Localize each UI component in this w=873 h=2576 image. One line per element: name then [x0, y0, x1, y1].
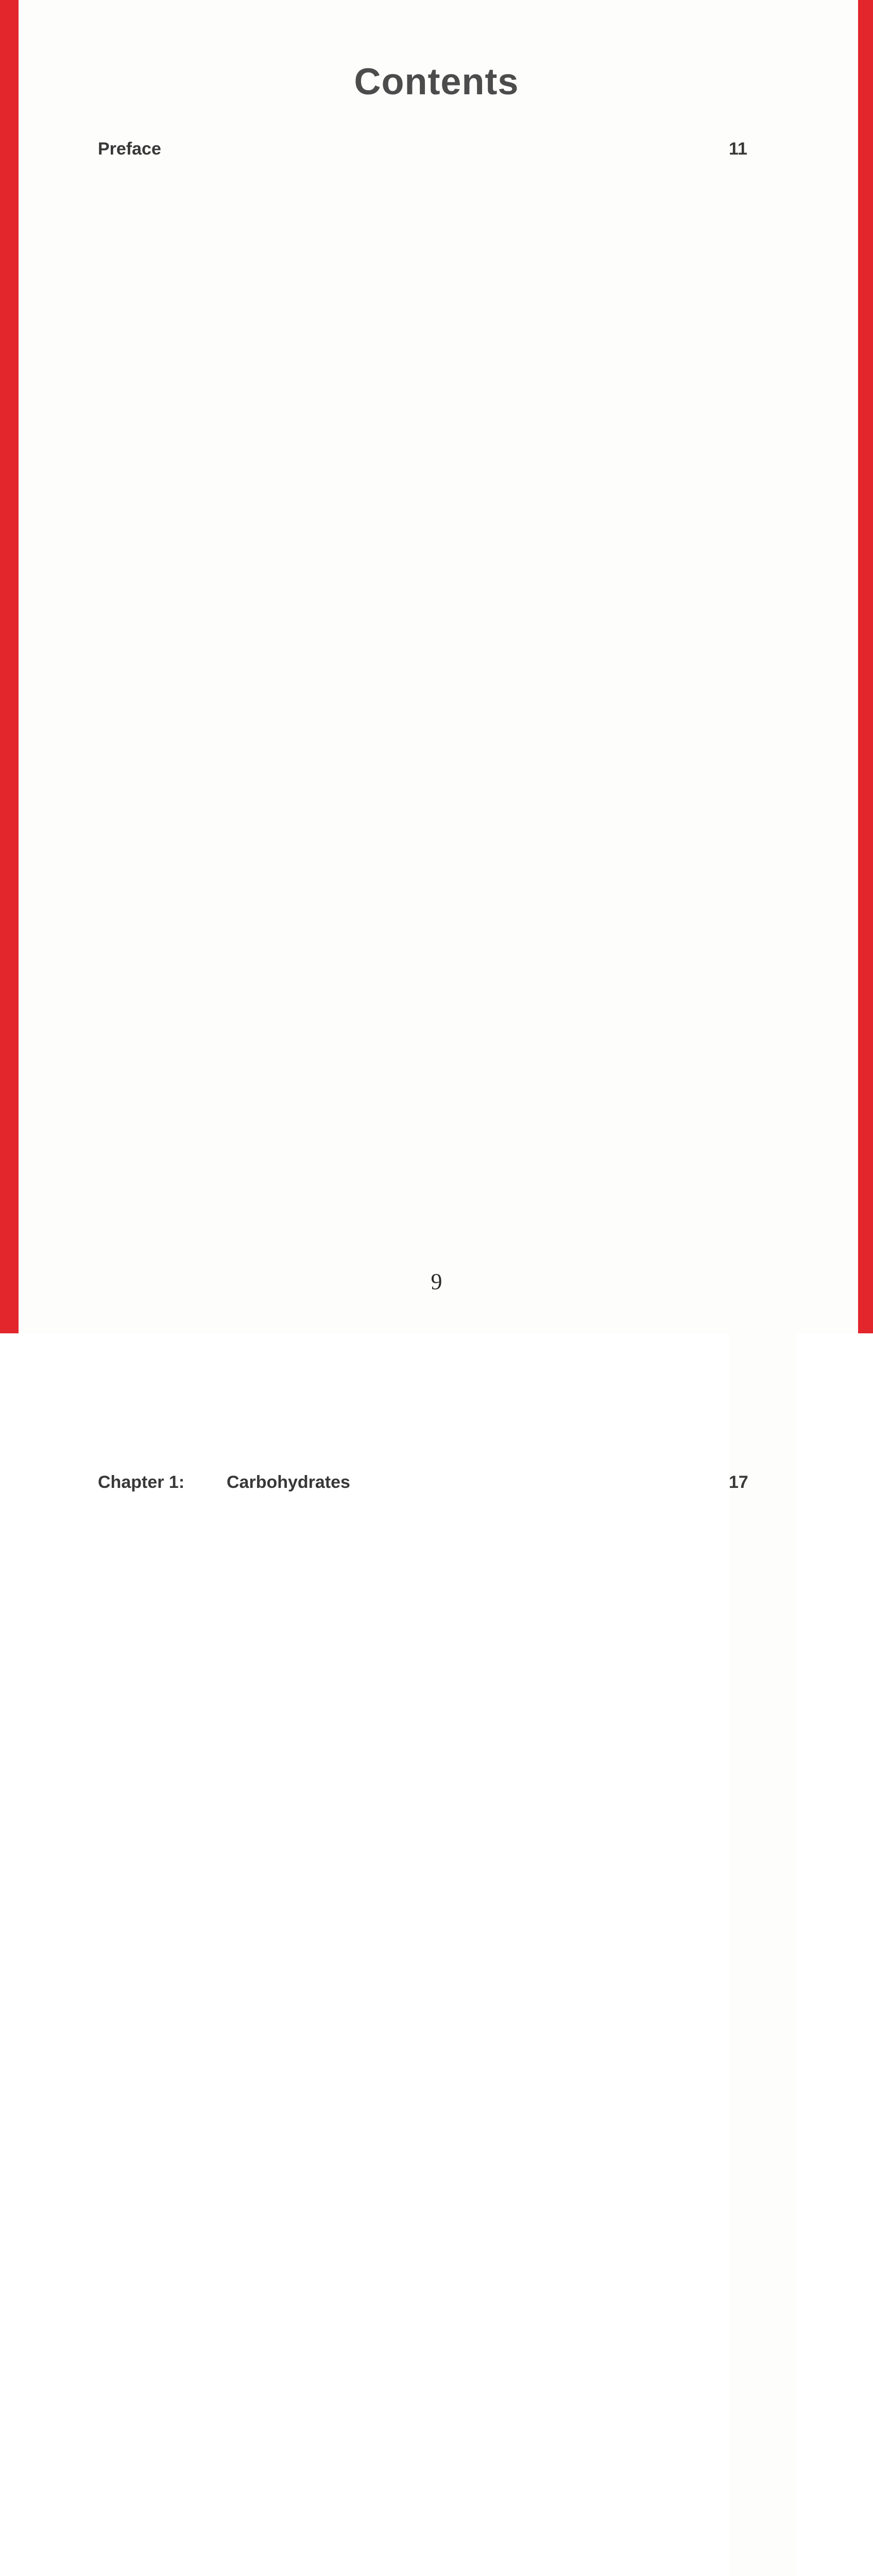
chapter-list	[98, 139, 796, 2576]
page-number: 9	[431, 1269, 442, 1294]
toc-entry-page: 17	[729, 1472, 796, 2576]
toc-entry-page: 11	[729, 139, 796, 1472]
toc-entry	[98, 1472, 796, 2576]
book-cover-edge-left	[0, 0, 19, 1333]
toc-entry-title: Carbohydrates	[227, 1472, 350, 1492]
book-cover-edge-right	[858, 0, 873, 1333]
toc-entry-label: Chapter 1:	[98, 1472, 185, 1492]
page-title: Contents	[354, 61, 519, 103]
toc-entry-label: Preface	[98, 139, 161, 159]
toc-content	[0, 103, 873, 2576]
